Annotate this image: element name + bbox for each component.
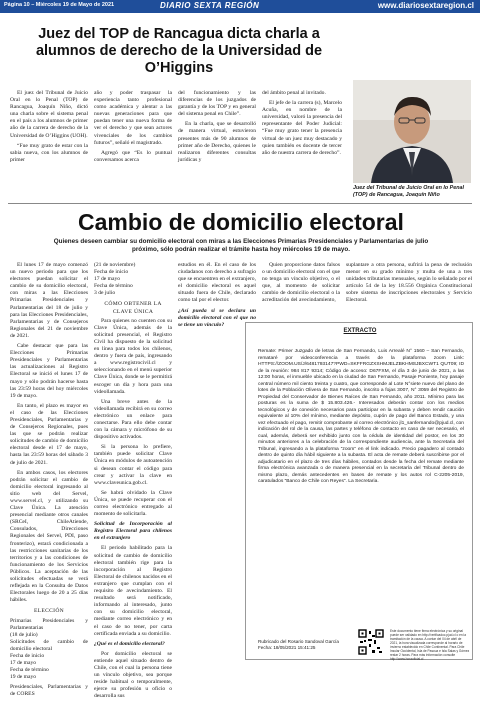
paragraph: El jefe de la carrera (s), Marcelo Acuña, en nombre de la universidad, valoró la presencia del representante del Poder Judicial: “Fue muy grato tener la presencia virtual de un juez muy destacado y quien también es docente de tercer año de nuestra carrera de derecho”.: [262, 100, 342, 156]
legal-notice-title: EXTRACTO: [343, 328, 377, 334]
section-heading: ELECCIÓN: [33, 608, 65, 615]
article-1-column-4: [262, 90, 342, 160]
photo-caption: Juez del Tribunal de Juicio Oral en lo Penal (TOP) de Rancagua, Joaquín Niño: [353, 185, 465, 198]
paragraph: del ámbito penal al invitado.: [262, 90, 326, 96]
paragraph: “Fue muy grato de estar con la sabia nueva, con los alumnos de primer: [10, 142, 88, 163]
page-number-date: Página 10 – Miércoles 19 de Mayo de 2021: [4, 2, 115, 8]
judge-photo: [353, 80, 471, 183]
article-1-title: Juez del TOP de Rancagua dicta charla a alumnos de derecho de la Universidad de O’Higgins: [35, 26, 323, 76]
paragraph: En ambos casos, los electores podrán solicitar el cambio de domicilio electoral ingresando al sitio web del Servel, www.servel.cl, y utilizando su Clave Única. La atención presencial mediante otros canales (SRCeI, ChileAtiende, Consulados, Direcciones Regionales del Servel, PDI, paso fronterizo), estará condicionada a las restricciones sanitarias de los territorios y a las condiciones de funcionamiento de los Servicios Públicos. La aceptación de las solicitudes efectuadas se verá reflejada en la Consulta de Datos Electorales luego de 20 a 25 días hábiles.: [10, 469, 88, 604]
signature-block: [258, 639, 339, 651]
paragraph: El juez del Tribunal de Juicio Oral en lo Penal (TOP) de Rancagua, Joaquín Niño, dictó una charla sobre el sistema penal en el país a los alumnos de primer año de la carrera de derecho de la Universidad de O’Higgins (UOH).: [10, 90, 88, 139]
paragraph: El lunes 17 de mayo comenzó un nuevo periodo para que los electores puedan solicitar el cambio de su domicilio electoral, con miras a las Elecciones Primarias Presidenciales y Parlamentarias del 18 de julio y para las Elecciones Presidenciales, Parlamentarias y de Consejeros Regionales del 21 de noviembre de 2021.: [10, 262, 88, 339]
article-2-column-2: [94, 262, 172, 703]
calendar-line: 17 de mayo: [10, 660, 37, 667]
legal-notice-box: [245, 322, 473, 660]
article-2-column-4: [346, 262, 472, 308]
qr-code-icon: [358, 629, 384, 655]
paragraph: Se habrá olvidado la Clave Única, se puede recuperar con el correo electrónico entregado al momento de solicitarla.: [94, 489, 172, 518]
calendar-line: Fecha de término: [94, 283, 133, 290]
calendar-line: 17 de mayo: [94, 276, 121, 283]
calendar-line: 19 de mayo: [10, 674, 37, 681]
website-link[interactable]: www.diariosextaregion.cl: [377, 1, 474, 10]
paragraph: Agregó que “Es lo puntual conversamos acerca: [94, 149, 172, 163]
paragraph: Si la persona lo prefiere, también puede solicitar Clave Única en módulos de autoatención si desean contar el código para crear y activar la clave en www.claveunica.gob.cl.: [94, 444, 172, 486]
signer-name: Rubricado del Rosario Sandoval García: [258, 639, 339, 644]
article-2-column-3b: [262, 262, 340, 308]
calendar-line: Fecha de inicio: [10, 652, 45, 659]
article-1-column-3: [178, 90, 256, 167]
calendar-line: Fecha de término: [10, 667, 49, 674]
paragraph: Cabe destacar que para las Elecciones Primarias Presidenciales y Parlamentarias las actualizaciones al Registro Electoral se inició el lunes 17 de mayo y sólo podrán hacerse hasta las 23:59 horas del hoy miércoles 19 de mayo.: [10, 343, 88, 399]
paragraph: En tanto, el plazo es mayor en el caso de las Elecciones Presidenciales, Parlamentarias y de Consejeros Regionales, pues las que se podrán realizar solicitudes de cambio de domicilio electoral desde el 17 de mayo, hasta las 23:59 horas del sábado 3 de julio de 2021.: [10, 402, 88, 466]
subheading: Solicitud de Incorporación al Registro Electoral para chilenos en el extranjero: [94, 521, 172, 542]
calendar-line: (18 de julio): [10, 631, 38, 638]
section-divider: [8, 203, 472, 204]
page-header: [0, 0, 480, 13]
paragraph: El periodo habilitado para la solicitud de cambio de domicilio electoral también rige para la incorporación al Registro Electoral de chilenos nacidos en el extranjero que cumplan con el requisito de avecindamiento. El resultado será notificado, informando al interesado, junto con su domicilio electoral, mediante correo electrónico y en el caso de no tener, por carta certificada enviada a su domicilio.: [94, 545, 172, 637]
article-2-column-1: [10, 262, 88, 699]
article-1-column-2: [94, 90, 172, 167]
subheading: ¿Así pueda si se declara un domicilio electoral con el que no se tiene un vínculo?: [178, 307, 256, 328]
qr-note: Este documento tiene firma electrónica y su original puede ser validado en http://verificadoc.pjud.cl o en la tramitación de la causa. A contar del 04 de abril de 2021, la hora visualizada corresponde al horario de invierno establecido en Chile Continental. Para Chile Insular Occidental, Isla de Pascua e Isla Salas y Gómez restar 2 horas. Para más información consulte http://www.horaoficial.cl: [390, 629, 470, 661]
calendar-line: Presidenciales, Parlamentarias y de CORES: [10, 684, 88, 698]
calendar-line: 3 de julio: [94, 290, 116, 297]
article-2-title: Cambio de domicilio electoral: [78, 209, 404, 235]
paragraph: Para quienes no cuenten con su Clave Única, además de la solicitud presencial, el Registro Civil ha dispuesto de la solicitud en línea para todos los chilenos, dentro y fuera de país, ingresando a www.registrocivil.cl y seleccionando en el menú superior Clave Única, donde se le permitirá escoger un día y hora para una videollamada.: [94, 317, 172, 395]
article-2-subtitle: Quienes deseen cambiar su domicilio electoral con miras a las Elecciones Primarias Presidenciales y Parlamentarias de julio próximo, sólo podrán realizar el trámite hasta hoy miércoles 19 de mayo.: [53, 238, 429, 253]
legal-notice-body: Remate: Primer Juzgado de letras de San Fernando, Luis Arrealé N° 1560 – San Fernando, remataré por videoconferencia a través de la plataforma zoom Link: HTTPS://ZOOM.US/J/6481793147?PWD=SKFFRGZXSHMJELZBKHMSJBXCWT1 QUT09; ID de la reunión: 984 817 9314; Código de acceso: D67FXM, el día 3 de junio de 2021, a las 12:00 horas, el inmueble ubicado en la ciudad de San Fernando, Pasaje Poniente, hoy pasaje central número mil ciento treinta y cuatro, que corresponde al Lote N°siete nuevo del plano de lotes de la Población Olivera de San Fernando, inscrito a fojas 3007, N° 3059 del Registro de Propiedad del Conservador de Bienes Raíces de San Fernando, año 2011. Mínimo para las posturas es la suma de $ 15.803.426.- Interesados deberán contar con los medios tecnológicos y de conexión necesarios para participar en la subasta y deben rendir caución equivalente al 10% del mínimo, mediante depósito, cupón de pago del Banco Estado, y una vez efectuado el pago, remitir comprobante al correo electrónico jl1_sanfernando@pjud.cl, con indicación del rol de la causa, las partes y teléfono de contacto en caso de ser necesario, el cual, además, deberá ser exhibido junto con la cédula de identidad del postor, en los 30 minutos anteriores a la celebración de la correspondiente audiencia, ante la Secretaria del Tribunal, ingresando a la plataforma “zoom” en el link indicado. Precio pagadero al contado dentro de quinto día hábil siguiente a la subasta. El acta de remate deberá suscribirse por el adjudicatario en el plazo de tres días hábiles, contados desde la fecha del remate mediante firma electrónica avanzada o de manera presencial en la secretaría del Tribunal dentro de mismo plazo, demás antecedentes en bases de remate y los autos rol C-2205-2019, caratulados “Banco de Chile con Reyes”. La Secretaria.: [258, 349, 464, 484]
paragraph: año y poder traspasar la experiencia tanto profesional como académica y alentar a las nuevas generaciones para que puedan tener una nueva forma de ver el derecho y que sean actores vivenciales de los cambios futuros”, señaló el magistrado.: [94, 90, 172, 146]
paragraph: En la charla, que se desarrolló de manera virtual, estuvieron presentes más de 90 alumnos de primer año de Derecho, quienes le realizaron diferentes consultas jurídicas y: [178, 121, 256, 163]
calendar-line: Solicitudes de cambio de domicilio electoral: [10, 638, 88, 652]
paragraph: Una breve antes de la videollamada recibirá en su correo electrónico un enlace para conectarse. Para ello debe contar con la cámara y micrófono de su dispositivo activados.: [94, 398, 172, 441]
paragraph: suplantare a otra persona, sufrirá la pena de reclusión menor en su grado mínimo y multa de una a tres unidades tributarias mensuales, según lo señalado por el artículo 54 de la ley 18.556 Orgánica Constitucional sobre sistema de inscripciones electorales y Servicio Electoral.: [346, 262, 472, 304]
subheading: ¿Qué es el domicilio electoral?: [94, 640, 165, 647]
sign-date: Fecha: 18/05/2021 15:41:25: [258, 644, 316, 650]
paragraph: estudios en él. En el caso de los ciudadanos con derecho a sufragio que se encuentren en el extranjero, el domicilio electoral es aquel situado fuera de Chile, declarado como tal por el elector.: [178, 262, 256, 304]
calendar-line: Fecha de inicio: [94, 269, 129, 276]
calendar-line: (21 de noviembre): [94, 262, 136, 268]
calendar-line: Primarias Presidenciales y Parlamentarias: [10, 617, 88, 631]
paragraph: Quien proporcione datos falsos o un domicilio electoral con el que no tenga un vínculo objetivo, o el que, al momento de solicitar cambio de domicilio electoral o la acreditación del avecindamiento,: [262, 262, 340, 304]
section-heading: CÓMO OBTENER LA CLAVE ÚNICA: [104, 301, 162, 315]
paragraph: del funcionamiento y las diferencias de los juzgados de garantía y de los TOP y en general del sistema penal en Chile”.: [178, 90, 256, 118]
newspaper-name: DIARIO SEXTA REGIÓN: [160, 1, 260, 10]
article-1-column-1: [10, 90, 88, 167]
paragraph: Por domicilio electoral se entiende aquel situado dentro de Chile, con el cual la persona tiene un vínculo objetivo, sea porque reside habitual o temporalmente, ejerce su profesión u oficio o desarrolla sus: [94, 650, 172, 700]
